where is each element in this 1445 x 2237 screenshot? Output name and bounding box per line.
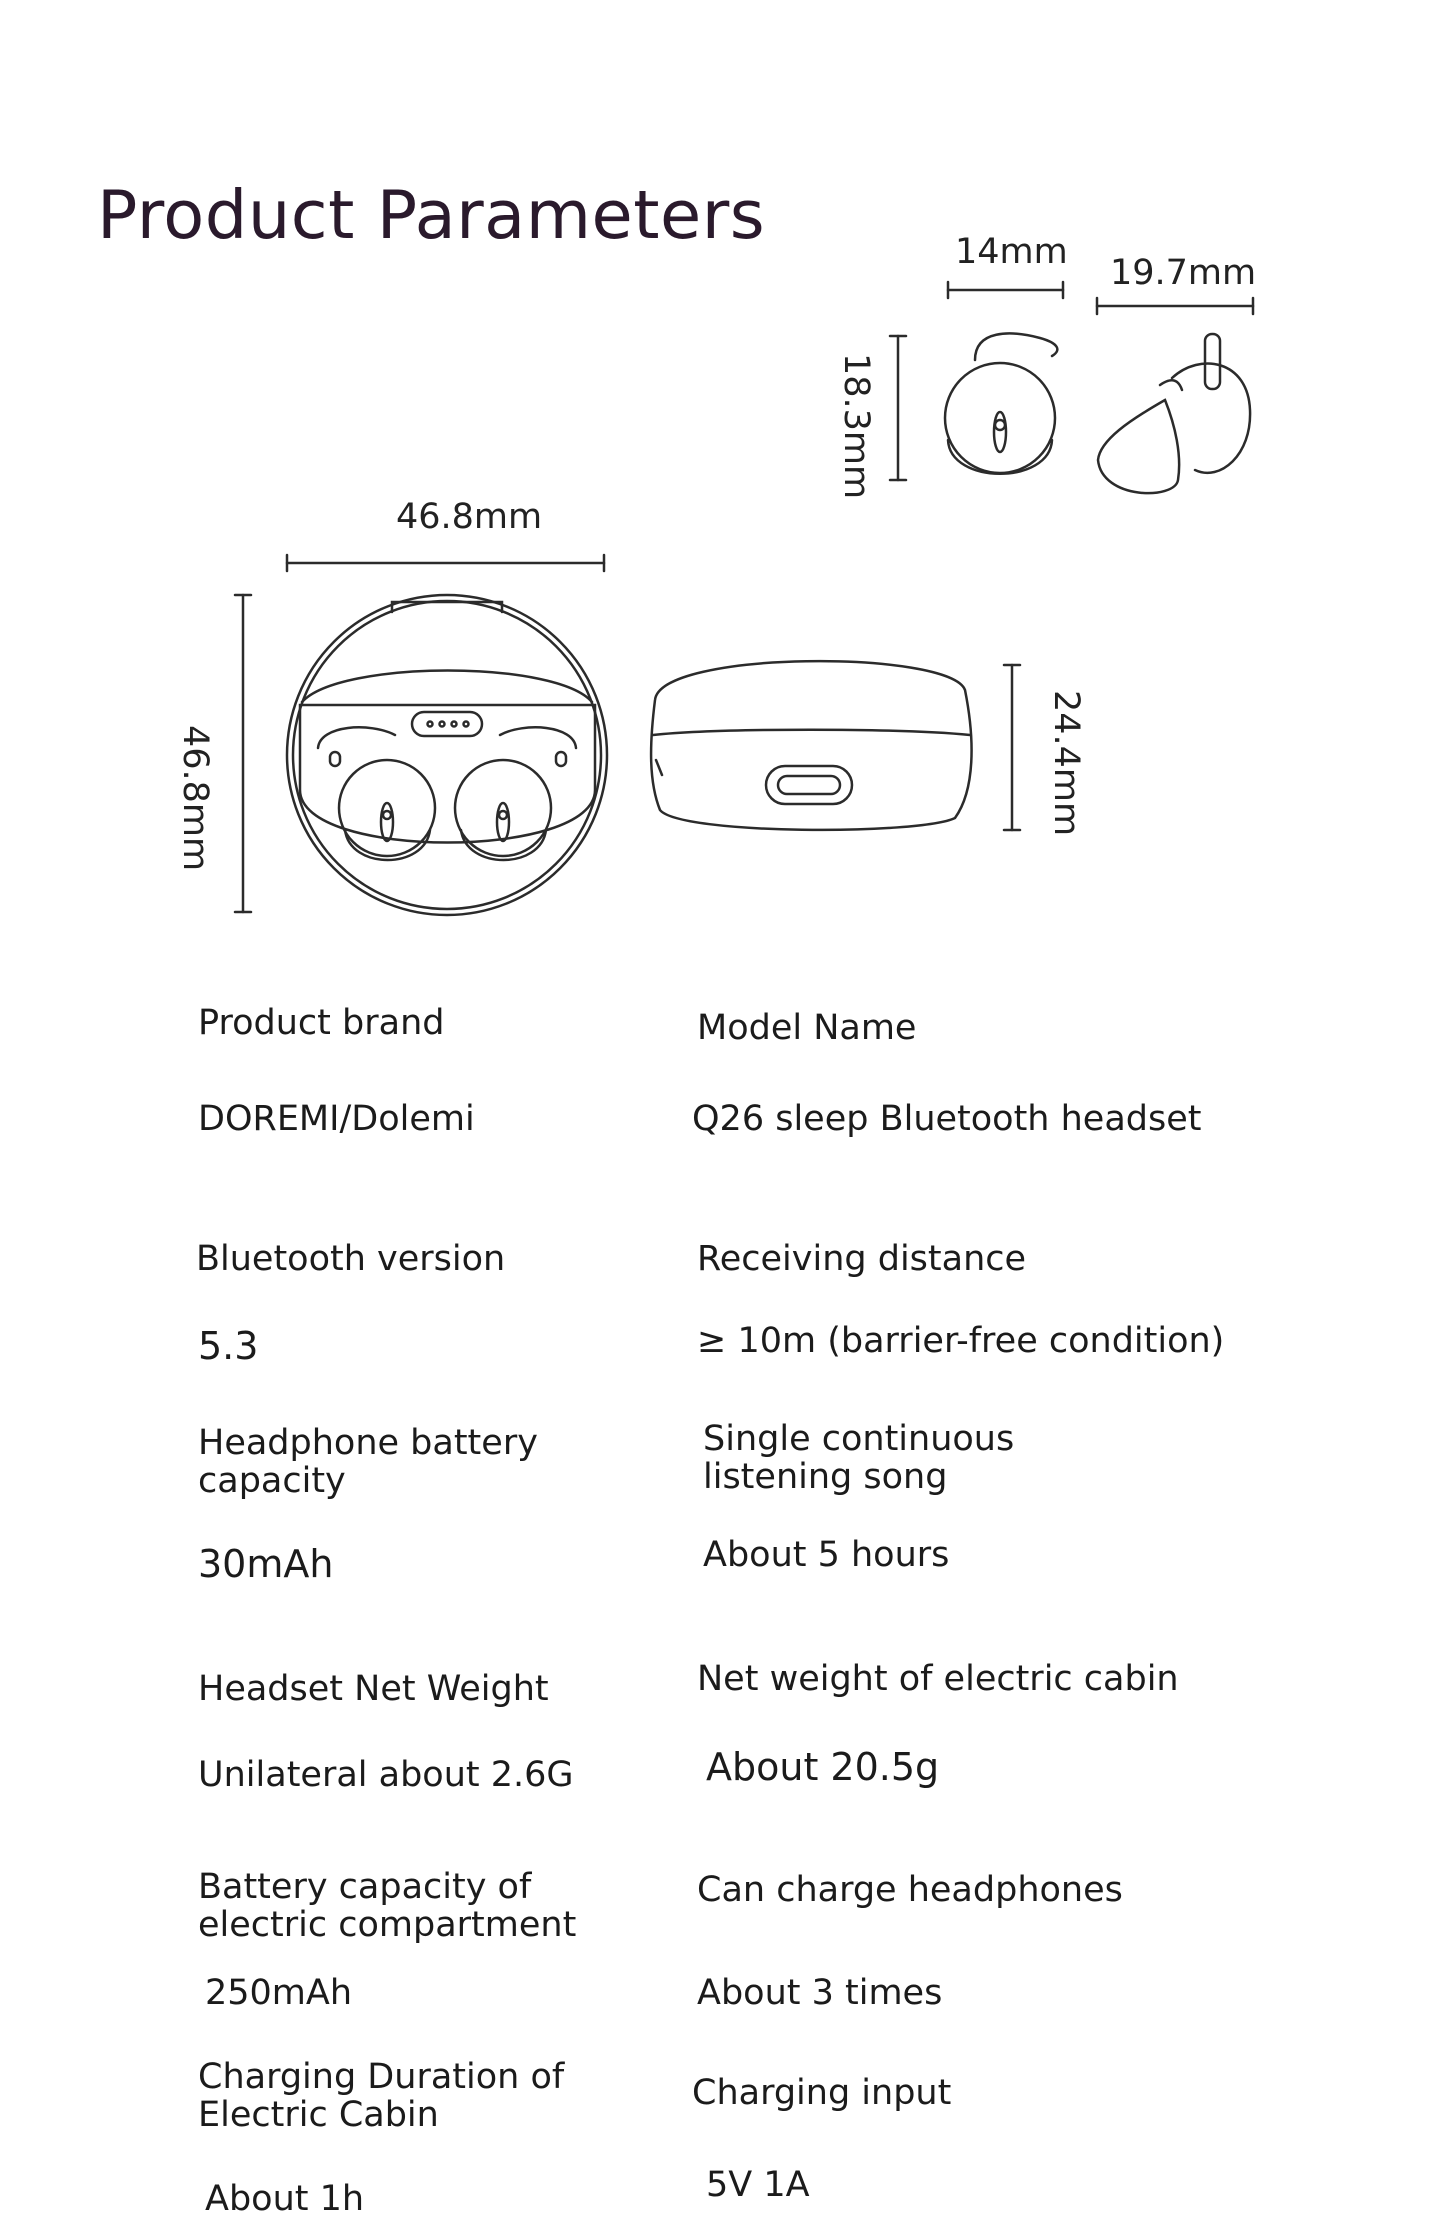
param-value-charging-duration-electric-cabin: About 1h bbox=[205, 2179, 365, 2219]
product-dimension-drawing bbox=[0, 0, 1445, 960]
param-value-receiving-distance: ≥ 10m (barrier-free condition) bbox=[697, 1321, 1225, 1361]
page-title: Product Parameters bbox=[97, 176, 766, 254]
earbud-width-dimension-line bbox=[948, 282, 1063, 298]
param-label-headphone-battery-capacity bbox=[198, 1424, 538, 1500]
case-thickness-label: 24.4mm bbox=[1046, 690, 1086, 837]
param-label-line: Battery capacity of bbox=[198, 1867, 532, 1907]
earbud-side-view bbox=[1098, 334, 1250, 493]
param-value-single-continuous-listening: About 5 hours bbox=[703, 1535, 950, 1575]
param-label-charging-input: Charging input bbox=[692, 2073, 952, 2113]
param-label-product-brand: Product brand bbox=[198, 1003, 445, 1043]
param-label-model-name: Model Name bbox=[697, 1008, 917, 1048]
earbud-front-view bbox=[945, 333, 1057, 473]
param-label-line: electric compartment bbox=[198, 1905, 577, 1945]
param-value-can-charge-headphones: About 3 times bbox=[697, 1973, 943, 2013]
earbud-depth-dimension-line bbox=[1097, 298, 1253, 314]
param-value-product-brand: DOREMI/Dolemi bbox=[198, 1099, 475, 1139]
param-value-bluetooth-version: 5.3 bbox=[198, 1324, 259, 1368]
earbud-height-label: 18.3mm bbox=[836, 353, 876, 500]
param-value-net-weight-electric-cabin: About 20.5g bbox=[706, 1745, 940, 1789]
charging-case-top-view bbox=[287, 595, 607, 915]
earbud-height-dimension-line bbox=[890, 336, 906, 480]
param-value-charging-input: 5V 1A bbox=[706, 2165, 810, 2205]
param-label-headset-net-weight: Headset Net Weight bbox=[198, 1669, 549, 1709]
param-label-net-weight-electric-cabin: Net weight of electric cabin bbox=[697, 1659, 1179, 1699]
param-label-bluetooth-version: Bluetooth version bbox=[196, 1239, 506, 1279]
param-label-line: listening song bbox=[703, 1457, 948, 1497]
param-value-headset-net-weight: Unilateral about 2.6G bbox=[198, 1755, 574, 1795]
case-width-dimension-line bbox=[287, 555, 604, 571]
earbud-depth-label: 19.7mm bbox=[1110, 253, 1257, 293]
charging-case-side-view bbox=[651, 661, 971, 830]
param-value-headphone-battery-capacity: 30mAh bbox=[198, 1542, 334, 1586]
param-label-line: Single continuous bbox=[703, 1419, 1015, 1459]
case-thickness-dimension-line bbox=[1004, 665, 1020, 830]
param-label-line: Electric Cabin bbox=[198, 2095, 439, 2135]
param-label-line: Charging Duration of bbox=[198, 2057, 565, 2097]
param-label-battery-capacity-electric-compartment bbox=[198, 1868, 576, 1944]
param-value-battery-capacity-electric-compartment: 250mAh bbox=[205, 1973, 353, 2013]
param-label-charging-duration-electric-cabin bbox=[198, 2058, 564, 2134]
param-label-line: capacity bbox=[198, 1461, 346, 1501]
param-label-can-charge-headphones: Can charge headphones bbox=[697, 1870, 1123, 1910]
earbud-width-label: 14mm bbox=[955, 232, 1068, 272]
param-label-receiving-distance: Receiving distance bbox=[697, 1239, 1027, 1279]
param-label-line: Headphone battery bbox=[198, 1423, 538, 1463]
case-height-dimension-line bbox=[235, 595, 251, 912]
param-label-single-continuous-listening bbox=[703, 1420, 1014, 1496]
case-height-label: 46.8mm bbox=[175, 725, 215, 872]
param-value-model-name: Q26 sleep Bluetooth headset bbox=[692, 1099, 1202, 1139]
case-width-label: 46.8mm bbox=[396, 497, 543, 537]
